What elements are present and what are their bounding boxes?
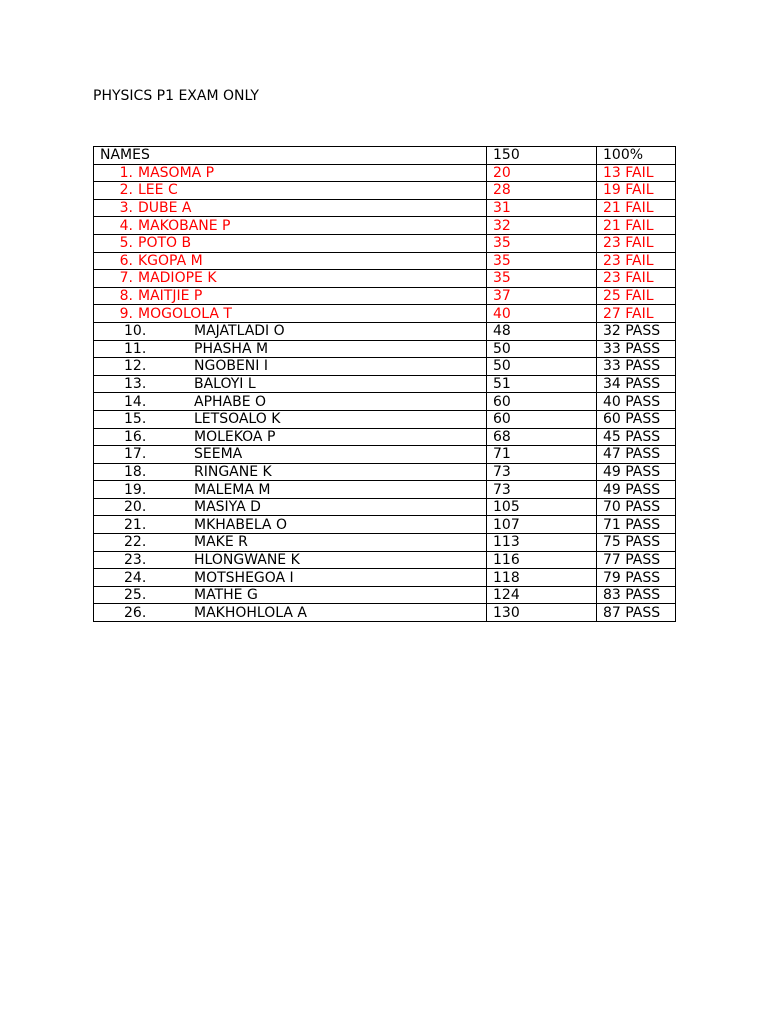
student-name-cell: [94, 234, 487, 252]
percentage-result-cell: 33 PASS: [597, 358, 676, 376]
table-row: [94, 586, 676, 604]
raw-score-cell: 20: [487, 164, 597, 182]
percentage-result-cell: 21 FAIL: [597, 217, 676, 235]
percentage-result-cell: 40 PASS: [597, 393, 676, 411]
raw-score-cell: 35: [487, 252, 597, 270]
raw-score-cell: 31: [487, 199, 597, 217]
student-name: MKHABELA O: [194, 516, 287, 533]
percentage-result-cell: 49 PASS: [597, 481, 676, 499]
student-name-cell: [94, 182, 487, 200]
table-row: [94, 551, 676, 569]
raw-score-cell: 50: [487, 340, 597, 358]
student-name-cell: [94, 410, 487, 428]
student-name: HLONGWANE K: [194, 551, 300, 568]
row-number: 4.: [119, 217, 133, 234]
student-name-cell: [94, 164, 487, 182]
raw-score-cell: 48: [487, 322, 597, 340]
student-name: MAKE R: [194, 534, 248, 551]
table-row: [94, 164, 676, 182]
page-title: PHYSICS P1 EXAM ONLY: [93, 88, 259, 104]
table-row: [94, 498, 676, 516]
percentage-result-cell: 25 FAIL: [597, 287, 676, 305]
student-name: APHABE O: [194, 393, 267, 410]
student-name-cell: [94, 322, 487, 340]
student-name-cell: [94, 252, 487, 270]
raw-score-cell: 60: [487, 410, 597, 428]
row-number: 3.: [119, 200, 133, 217]
raw-score-cell: 71: [487, 446, 597, 464]
student-name-cell: [94, 498, 487, 516]
table-row: [94, 375, 676, 393]
row-number: 6.: [119, 252, 133, 269]
student-name: MAKOBANE P: [138, 217, 231, 234]
row-number: 22.: [124, 534, 147, 551]
percentage-result-cell: 23 FAIL: [597, 252, 676, 270]
raw-score-cell: 124: [487, 586, 597, 604]
student-name-cell: [94, 217, 487, 235]
row-number: 15.: [124, 411, 147, 428]
table-row: [94, 217, 676, 235]
table-row: [94, 481, 676, 499]
student-name: LETSOALO K: [194, 411, 281, 428]
raw-score-cell: 118: [487, 569, 597, 587]
student-name: MOGOLOLA T: [138, 305, 232, 322]
table-row: [94, 516, 676, 534]
row-number: 13.: [124, 376, 147, 393]
student-name-cell: [94, 287, 487, 305]
student-name: SEEMA: [194, 446, 243, 463]
student-name: DUBE A: [138, 200, 192, 217]
student-name: PHASHA M: [194, 340, 269, 357]
raw-score-cell: 35: [487, 234, 597, 252]
student-name: BALOYI L: [194, 376, 256, 393]
student-name-cell: [94, 569, 487, 587]
table-row: [94, 322, 676, 340]
percentage-result-cell: 70 PASS: [597, 498, 676, 516]
table-row: [94, 393, 676, 411]
percentage-result-cell: 75 PASS: [597, 534, 676, 552]
student-name: MASIYA D: [194, 499, 261, 516]
student-name-cell: [94, 463, 487, 481]
student-name-cell: [94, 534, 487, 552]
student-name: MADIOPE K: [138, 270, 217, 287]
student-name-cell: [94, 481, 487, 499]
raw-score-cell: 105: [487, 498, 597, 516]
student-name: KGOPA M: [138, 252, 203, 269]
percentage-result-cell: 77 PASS: [597, 551, 676, 569]
row-number: 9.: [119, 305, 133, 322]
table-header-row: [94, 147, 676, 165]
percentage-result-cell: 47 PASS: [597, 446, 676, 464]
raw-score-cell: 116: [487, 551, 597, 569]
table-row: [94, 234, 676, 252]
row-number: 24.: [124, 569, 147, 586]
row-number: 8.: [119, 288, 133, 305]
table-row: [94, 305, 676, 323]
student-name-cell: [94, 516, 487, 534]
row-number: 18.: [124, 463, 147, 480]
row-number: 17.: [124, 446, 147, 463]
student-name: MALEMA M: [194, 481, 271, 498]
row-number: 26.: [124, 604, 147, 621]
row-number: 2.: [119, 182, 133, 199]
table-row: [94, 252, 676, 270]
student-name: MAKHOHLOLA A: [194, 604, 307, 621]
table-row: [94, 270, 676, 288]
student-name-cell: [94, 375, 487, 393]
percentage-result-cell: 71 PASS: [597, 516, 676, 534]
percentage-result-cell: 79 PASS: [597, 569, 676, 587]
raw-score-cell: 35: [487, 270, 597, 288]
row-number: 25.: [124, 587, 147, 604]
results-table-body: [94, 147, 676, 622]
row-number: 23.: [124, 551, 147, 568]
row-number: 7.: [119, 270, 133, 287]
row-number: 1.: [119, 164, 133, 181]
header-names: NAMES: [94, 147, 487, 165]
table-row: [94, 569, 676, 587]
percentage-result-cell: 32 PASS: [597, 322, 676, 340]
percentage-result-cell: 83 PASS: [597, 586, 676, 604]
raw-score-cell: 130: [487, 604, 597, 622]
percentage-result-cell: 23 FAIL: [597, 270, 676, 288]
student-name: LEE C: [138, 182, 178, 199]
student-name: RINGANE K: [194, 463, 272, 480]
table-row: [94, 463, 676, 481]
table-row: [94, 358, 676, 376]
student-name-cell: [94, 586, 487, 604]
table-row: [94, 534, 676, 552]
raw-score-cell: 51: [487, 375, 597, 393]
student-name: MASOMA P: [138, 164, 215, 181]
row-number: 16.: [124, 428, 147, 445]
percentage-result-cell: 45 PASS: [597, 428, 676, 446]
raw-score-cell: 37: [487, 287, 597, 305]
results-table: [93, 146, 676, 622]
raw-score-cell: 73: [487, 463, 597, 481]
student-name-cell: [94, 358, 487, 376]
percentage-result-cell: 23 FAIL: [597, 234, 676, 252]
percentage-result-cell: 21 FAIL: [597, 199, 676, 217]
student-name: MOLEKOA P: [194, 428, 276, 445]
student-name-cell: [94, 305, 487, 323]
table-row: [94, 199, 676, 217]
student-name: MAITJIE P: [138, 288, 203, 305]
student-name: MATHE G: [194, 587, 258, 604]
table-row: [94, 446, 676, 464]
row-number: 11.: [124, 340, 147, 357]
table-row: [94, 287, 676, 305]
percentage-result-cell: 87 PASS: [597, 604, 676, 622]
raw-score-cell: 60: [487, 393, 597, 411]
table-row: [94, 340, 676, 358]
student-name-cell: [94, 604, 487, 622]
student-name-cell: [94, 393, 487, 411]
percentage-result-cell: 33 PASS: [597, 340, 676, 358]
student-name-cell: [94, 446, 487, 464]
row-number: 19.: [124, 481, 147, 498]
raw-score-cell: 107: [487, 516, 597, 534]
percentage-result-cell: 13 FAIL: [597, 164, 676, 182]
student-name: NGOBENI I: [194, 358, 268, 375]
raw-score-cell: 28: [487, 182, 597, 200]
raw-score-cell: 113: [487, 534, 597, 552]
percentage-result-cell: 27 FAIL: [597, 305, 676, 323]
row-number: 21.: [124, 516, 147, 533]
row-number: 20.: [124, 499, 147, 516]
student-name-cell: [94, 270, 487, 288]
student-name-cell: [94, 551, 487, 569]
raw-score-cell: 40: [487, 305, 597, 323]
table-row: [94, 410, 676, 428]
raw-score-cell: 50: [487, 358, 597, 376]
row-number: 12.: [124, 358, 147, 375]
student-name-cell: [94, 199, 487, 217]
row-number: 14.: [124, 393, 147, 410]
percentage-result-cell: 60 PASS: [597, 410, 676, 428]
student-name: POTO B: [138, 235, 192, 252]
row-number: 5.: [119, 235, 133, 252]
row-number: 10.: [124, 323, 147, 340]
raw-score-cell: 73: [487, 481, 597, 499]
raw-score-cell: 68: [487, 428, 597, 446]
table-row: [94, 182, 676, 200]
student-name: MAJATLADI O: [194, 323, 285, 340]
table-row: [94, 428, 676, 446]
header-percentage: 100%: [597, 147, 676, 165]
student-name-cell: [94, 340, 487, 358]
header-raw-score: 150: [487, 147, 597, 165]
raw-score-cell: 32: [487, 217, 597, 235]
student-name-cell: [94, 428, 487, 446]
table-row: [94, 604, 676, 622]
percentage-result-cell: 49 PASS: [597, 463, 676, 481]
percentage-result-cell: 34 PASS: [597, 375, 676, 393]
percentage-result-cell: 19 FAIL: [597, 182, 676, 200]
student-name: MOTSHEGOA I: [194, 569, 294, 586]
